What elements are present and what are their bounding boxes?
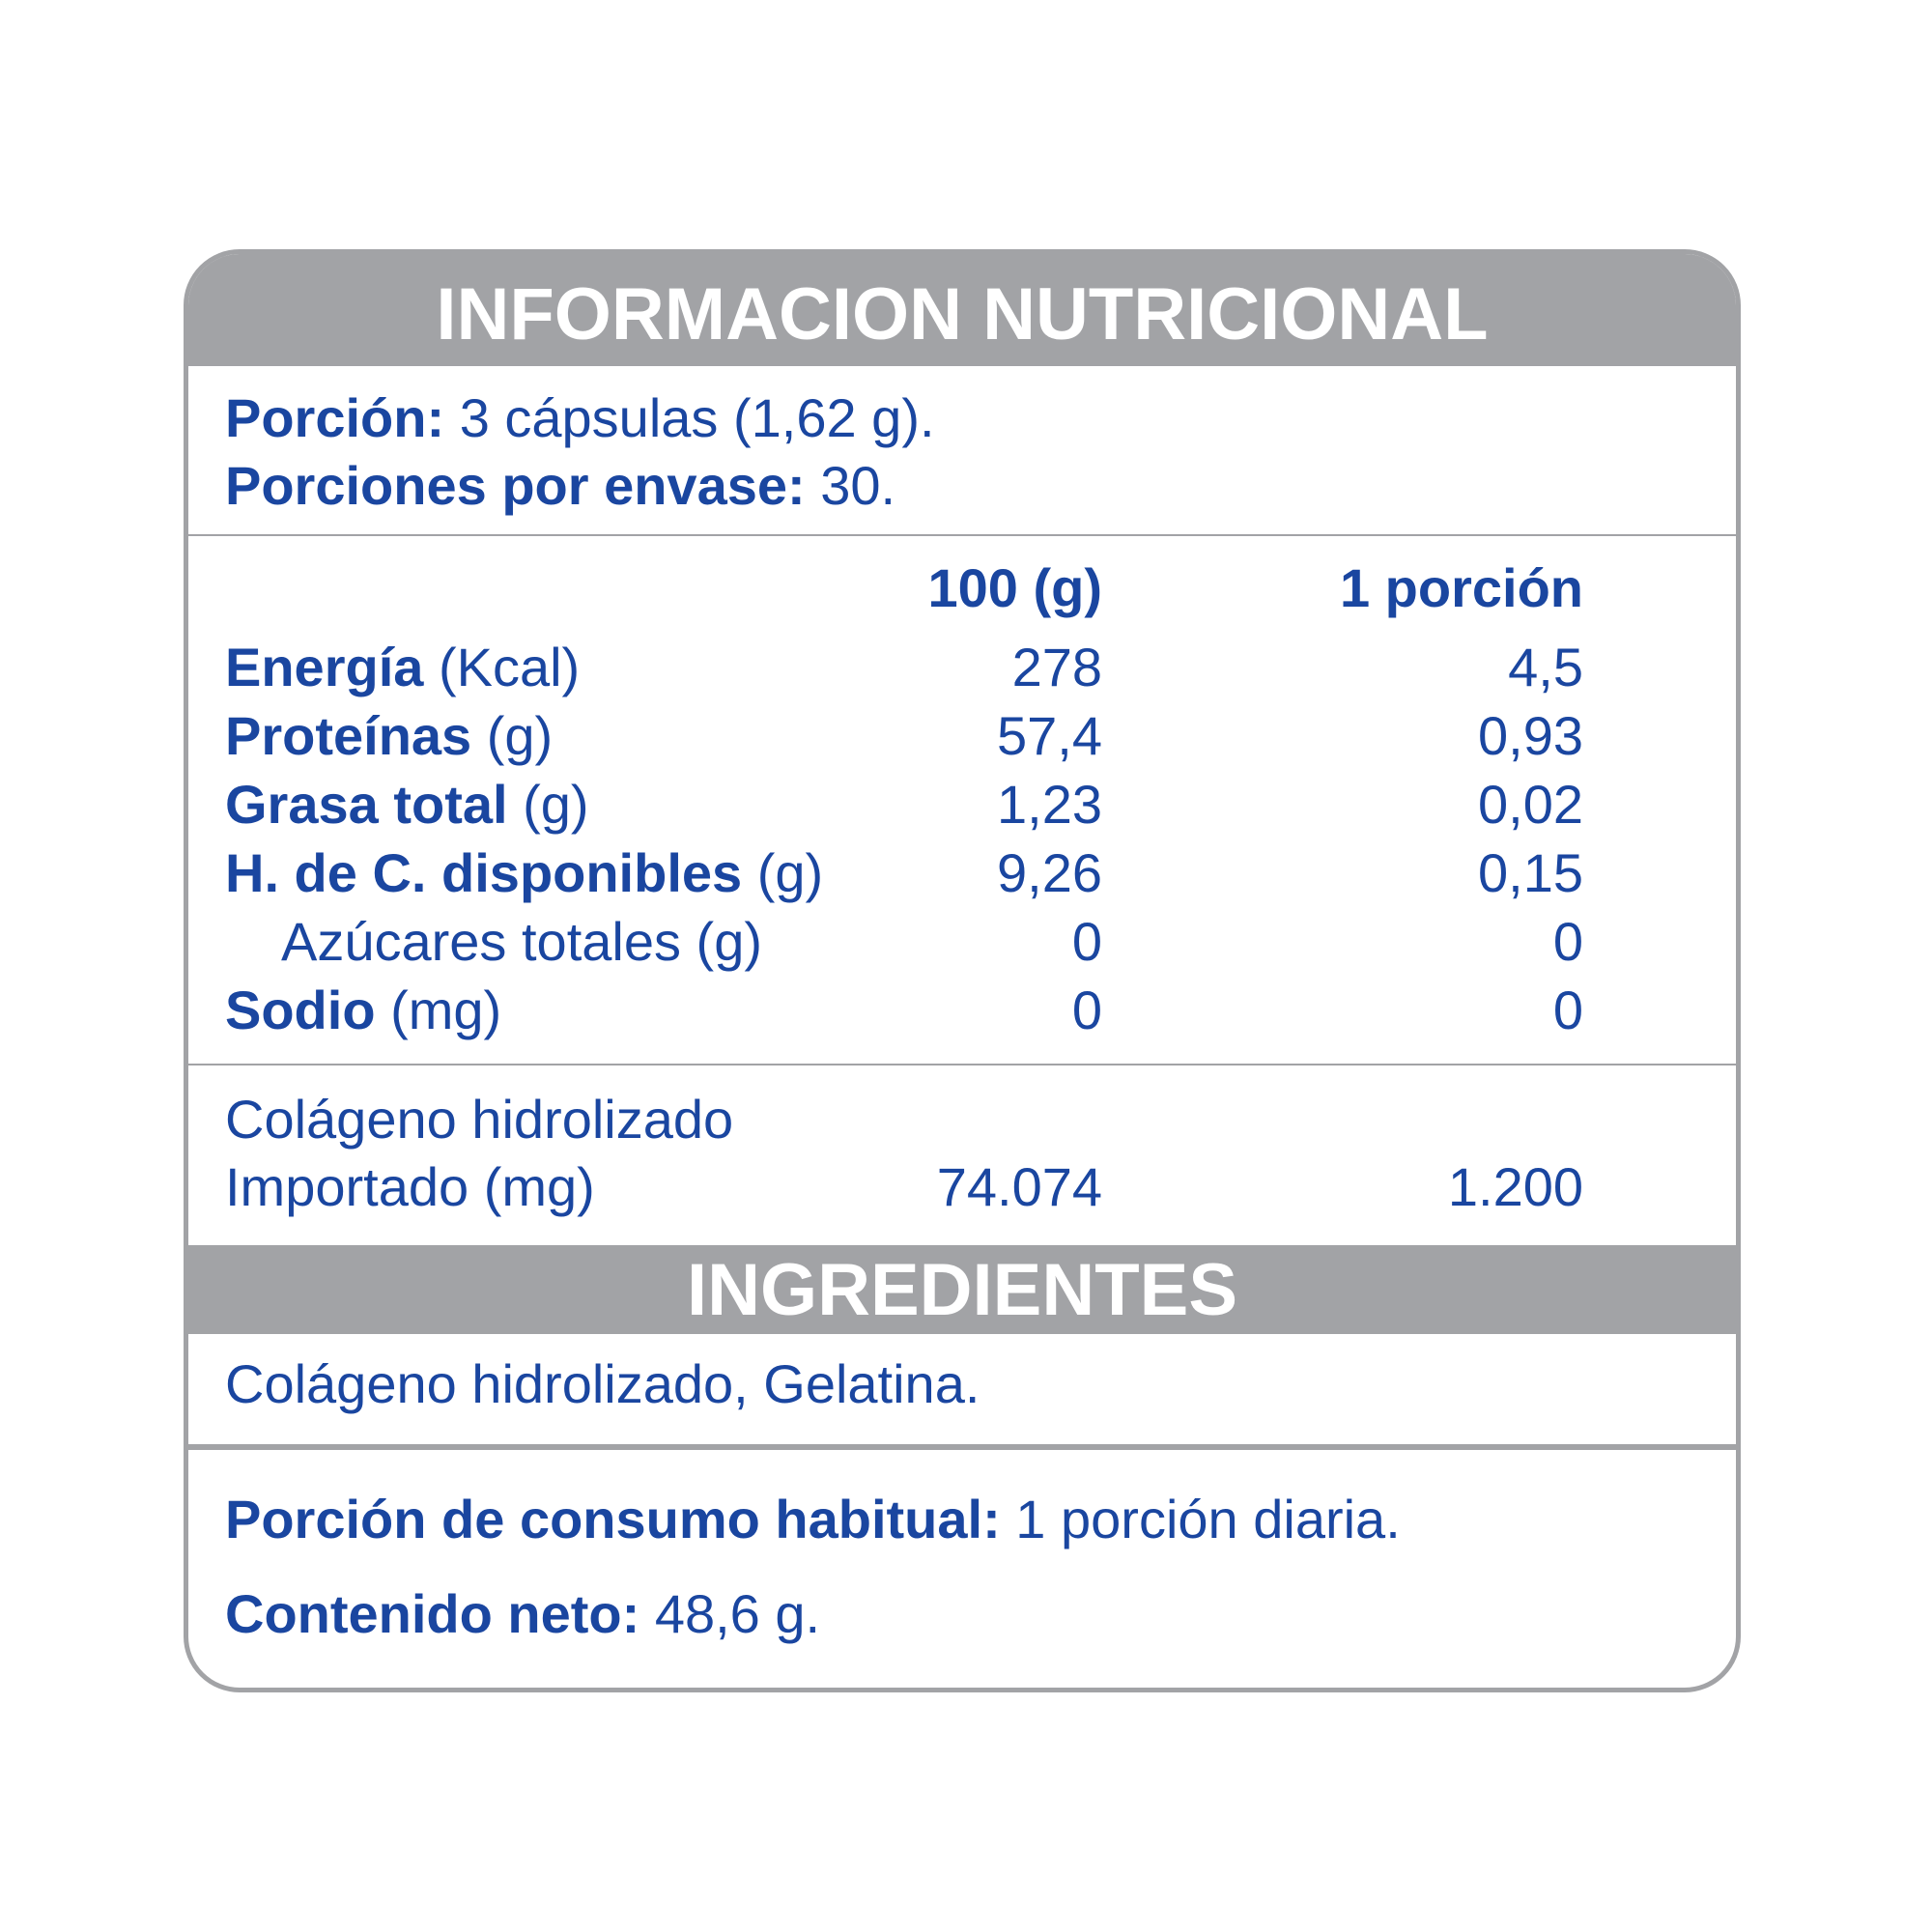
nutrition-title: INFORMACION NUTRICIONAL: [188, 254, 1736, 366]
nutrient-unit: (Kcal): [438, 637, 581, 697]
servings-per-container-label: Porciones por envase:: [225, 455, 806, 516]
habitual-portion: [225, 1489, 1401, 1549]
nutrient-value-100g: 9,26: [997, 842, 1102, 903]
column-header-100g: 100 (g): [927, 557, 1102, 618]
nutrient-row-protein: [225, 705, 554, 766]
servings-per-container: [225, 455, 896, 516]
ingredients-text: Colágeno hidrolizado, Gelatina.: [225, 1353, 980, 1414]
nutrient-value-100g: 0: [1071, 980, 1102, 1040]
divider: [188, 534, 1736, 536]
net-content-value: 48,6 g.: [654, 1583, 821, 1644]
divider: [188, 1444, 1736, 1450]
nutrient-value-portion: 0: [1552, 911, 1583, 972]
nutrient-name: Sodio: [225, 980, 376, 1040]
column-header-portion: 1 porción: [1339, 557, 1583, 618]
divider: [188, 1064, 1736, 1065]
nutrient-name: Grasa total: [225, 774, 508, 835]
nutrient-row-sugars: [281, 911, 762, 972]
nutrient-name: Proteínas: [225, 705, 472, 766]
nutrient-value-100g: 0: [1071, 911, 1102, 972]
nutrient-row-carbs: [225, 842, 824, 903]
nutrient-row-fat: [225, 774, 589, 835]
nutrient-value-portion: 0: [1552, 980, 1583, 1040]
nutrient-unit: (g): [756, 842, 824, 903]
nutrient-unit: Azúcares totales (g): [281, 911, 762, 972]
nutrient-value-portion: 0,15: [1478, 842, 1583, 903]
collagen-value-portion: 1.200: [1447, 1156, 1583, 1217]
habitual-portion-label: Porción de consumo habitual:: [225, 1489, 1001, 1549]
nutrient-unit: (g): [523, 774, 589, 835]
nutrient-name: H. de C. disponibles: [225, 842, 743, 903]
servings-per-container-value: 30.: [820, 455, 896, 516]
nutrient-value-100g: 1,23: [997, 774, 1102, 835]
nutrient-value-100g: 57,4: [997, 705, 1102, 766]
nutrient-value-portion: 0,93: [1478, 705, 1583, 766]
ingredients-title: INGREDIENTES: [188, 1245, 1736, 1334]
nutrient-name: Energía: [225, 637, 424, 697]
nutrient-value-portion: 0,02: [1478, 774, 1583, 835]
nutrient-row-energy: [225, 637, 581, 697]
nutrient-unit: (mg): [390, 980, 502, 1040]
collagen-value-100g: 74.074: [936, 1156, 1102, 1217]
nutrient-unit: (g): [486, 705, 554, 766]
nutrient-value-100g: 278: [1011, 637, 1102, 697]
collagen-label-line1: Colágeno hidrolizado: [225, 1089, 734, 1150]
nutrient-value-portion: 4,5: [1508, 637, 1583, 697]
nutrient-row-sodium: [225, 980, 502, 1040]
collagen-label-line2: Importado (mg): [225, 1156, 595, 1217]
nutrition-label: [184, 249, 1741, 1692]
net-content: [225, 1583, 821, 1644]
habitual-portion-value: 1 porción diaria.: [1015, 1489, 1401, 1549]
serving-size-label: Porción:: [225, 387, 445, 448]
serving-size-value: 3 cápsulas (1,62 g).: [459, 387, 935, 448]
serving-size: [225, 387, 935, 448]
net-content-label: Contenido neto:: [225, 1583, 640, 1644]
